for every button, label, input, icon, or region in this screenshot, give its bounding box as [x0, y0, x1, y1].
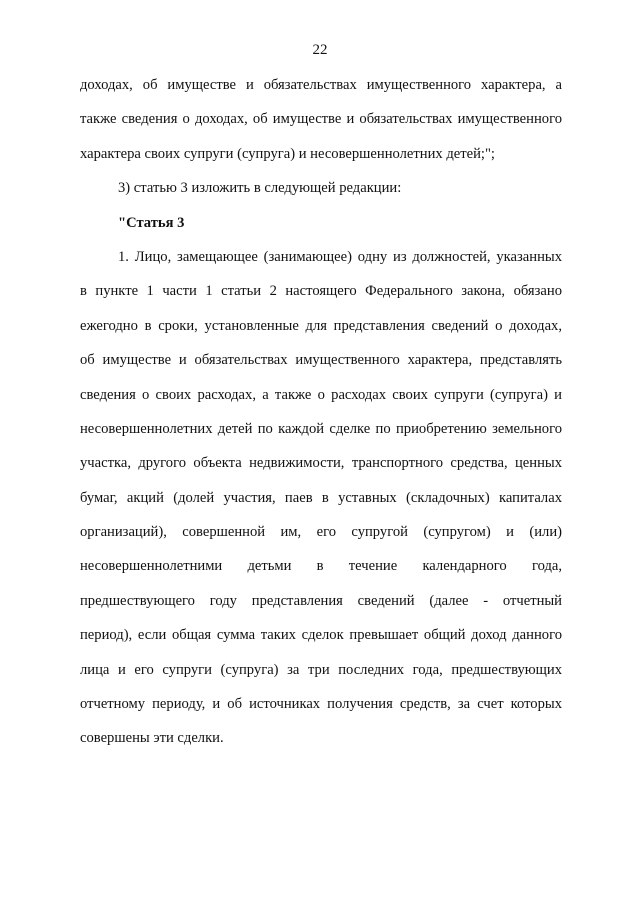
text-line: об имуществе и обязательствах имущественного характера, представлять — [80, 352, 562, 369]
text-line: несовершеннолетними детьми в течение календарного года, — [80, 558, 562, 575]
text-line: организаций), совершенной им, его супругой (супругом) и (или) — [80, 524, 562, 541]
text-line: также сведения о доходах, об имуществе и обязательствах имущественного — [80, 111, 562, 128]
text-line: совершены эти сделки. — [80, 730, 224, 747]
text-line: лица и его супруги (супруга) за три последних года, предшествующих — [80, 661, 562, 678]
text-line: период), если общая сумма таких сделок превышает общий доход данного — [80, 627, 562, 644]
text-line: в пункте 1 части 1 статьи 2 настоящего Федерального закона, обязано — [80, 283, 562, 300]
text-line: сведения о своих расходах, а также о расходах своих супруги (супруга) и — [80, 386, 562, 403]
text-line: ежегодно в сроки, установленные для представления сведений о доходах, — [80, 317, 562, 334]
page-number: 22 — [312, 42, 328, 58]
amendment-item: 3) статью 3 изложить в следующей редакции: — [118, 180, 402, 197]
text-line: отчетному периоду, и об источниках получения средств, за счет которых — [80, 696, 562, 713]
text-line: 1. Лицо, замещающее (занимающее) одну из должностей, указанных — [118, 248, 562, 265]
text-line: несовершеннолетних детей по каждой сделке по приобретению земельного — [80, 420, 562, 437]
text-line: участка, другого объекта недвижимости, транспортного средства, ценных — [80, 455, 562, 472]
text-line: бумаг, акций (долей участия, паев в уставных (складочных) капиталах — [80, 489, 562, 506]
article-heading: "Статья 3 — [118, 214, 185, 231]
text-line: доходах, об имуществе и обязательствах имущественного характера, а — [80, 77, 562, 93]
text-line: предшествующего году представления сведений (далее - отчетный — [80, 592, 562, 609]
text-line: характера своих супруги (супруга) и несовершеннолетних детей;"; — [80, 145, 495, 162]
document-body — [80, 68, 562, 756]
